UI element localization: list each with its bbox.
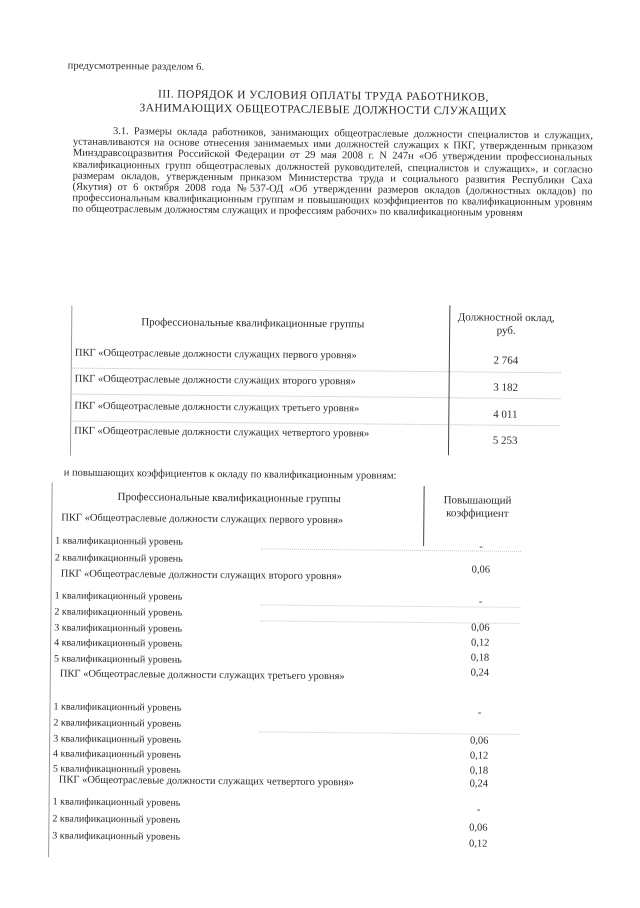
- level-row: 2 квалификационный уровень: [52, 813, 181, 826]
- intro-line: предусмотренные разделом 6.: [67, 60, 205, 73]
- level-coef: 0,24: [470, 667, 490, 679]
- level-coef: 0,06: [469, 822, 488, 834]
- level-row: 1 квалификационный уровень: [53, 701, 182, 714]
- level-coef: -: [477, 707, 482, 719]
- level-row: 4 квалификационный уровень: [54, 637, 182, 650]
- salary-table: [70, 298, 572, 463]
- table-row-salary: 3 182: [493, 381, 519, 394]
- table-left-border: [70, 306, 72, 456]
- coef-table-header-coef: Повышающий коэффициент: [443, 494, 512, 520]
- row-divider: [71, 394, 561, 400]
- table-row-salary: 4 011: [493, 408, 518, 421]
- section-heading-line2: ЗАНИМАЮЩИХ ОБЩЕОТРАСЛЕВЫЕ ДОЛЖНОСТИ СЛУЖАЩИХ: [139, 102, 508, 118]
- level-row: 1 квалификационный уровень: [54, 590, 183, 603]
- coef-table-header-group: Профессиональные квалификационные группы: [117, 491, 341, 506]
- group-row: ПКГ «Общеотраслевые должности служащих второго уровня»: [60, 568, 342, 583]
- section-heading-line1: III. ПОРЯДОК И УСЛОВИЯ ОПЛАТЫ ТРУДА РАБОТНИКОВ,: [157, 88, 489, 104]
- level-row: 1 квалификационный уровень: [52, 796, 181, 809]
- level-row: 3 квалификационный уровень: [53, 733, 182, 746]
- level-row: 2 квалификационный уровень: [53, 717, 182, 730]
- level-coef: 0,18: [469, 765, 489, 777]
- row-divider: [71, 368, 561, 374]
- level-coef: 0,06: [469, 735, 489, 747]
- level-coef: 0,18: [470, 652, 490, 664]
- table-row-group: ПКГ «Общеотраслевые должности служащих второго уровня»: [74, 373, 356, 388]
- group-row: ПКГ «Общеотраслевые должности служащих первого уровня»: [61, 512, 344, 527]
- level-coef: 0,06: [471, 622, 490, 634]
- level-coef: 0,24: [469, 778, 489, 790]
- level-coef: 0,06: [471, 564, 491, 576]
- level-row: 4 квалификационный уровень: [53, 748, 181, 761]
- table-row-group: ПКГ «Общеотраслевые должности служащих четвертого уровня»: [74, 425, 370, 440]
- salary-table-header-salary: Должностной оклад, руб.: [457, 311, 555, 337]
- level-row: 5 квалификационный уровень: [52, 763, 181, 776]
- level-coef: 0,12: [470, 637, 490, 649]
- level-row: 1 квалификационный уровень: [55, 535, 183, 548]
- level-row: 5 квалификационный уровень: [53, 653, 182, 666]
- table-row-salary: 2 764: [493, 354, 519, 367]
- coefficients-intro-line: и повышающих коэффициентов к окладу по квалификационным уровням:: [63, 467, 397, 482]
- dotted-line: [259, 731, 519, 734]
- salary-table-header-group: Профессиональные квалификационные группы: [141, 316, 365, 331]
- level-coef: -: [479, 541, 483, 553]
- table-row-salary: 5 253: [492, 434, 518, 447]
- level-row: 2 квалификационный уровень: [54, 552, 183, 565]
- level-coef: -: [476, 804, 481, 816]
- level-row: 2 квалификационный уровень: [54, 606, 183, 619]
- level-coef: 0,12: [469, 750, 489, 762]
- group-row: ПКГ «Общеотраслевые должности служащих третьего уровня»: [59, 668, 345, 683]
- table-row-group: ПКГ «Общеотраслевые должности служащих первого уровня»: [74, 347, 357, 362]
- paragraph-3-1: 3.1. Размеры оклада работников, занимающих общеотраслевые должности специалистов и служащих, устанавливаются на основе отнесения занимаемых ими должностей служащих к ПКГ, утвержденным приказом Минздравсоцразвития Российской Федерации от 29 мая 2008 г. N 247н «Об утверждении профессиональных квалификационных групп общеотраслевых должностей руководителей, специалистов и служащих», и согласно размерам окладов, утвержденным приказом Министерства труда и социального развития Республики Саха (Якутия) от 6 октября 2008 года №537-ОД «Об утверждении размеров окладов (должностных окладов) по профессиональным квалификационным группам и повышающих коэффициентов по квалификационным уровням по общеотраслевым должностям служащих и профессиям рабочих» по квалификационным уровням: [72, 125, 594, 220]
- group-row: ПКГ «Общеотраслевые должности служащих четвертого уровня»: [58, 774, 354, 789]
- level-coef: -: [478, 596, 483, 608]
- level-coef: 0,12: [468, 838, 488, 850]
- level-row: 3 квалификационный уровень: [52, 830, 181, 843]
- table-column-divider: [423, 486, 425, 546]
- table-column-divider: [448, 305, 450, 455]
- coefficient-table: [48, 482, 572, 867]
- table-row-group: ПКГ «Общеотраслевые должности служащих третьего уровня»: [74, 400, 360, 415]
- level-row: 3 квалификационный уровень: [54, 622, 183, 635]
